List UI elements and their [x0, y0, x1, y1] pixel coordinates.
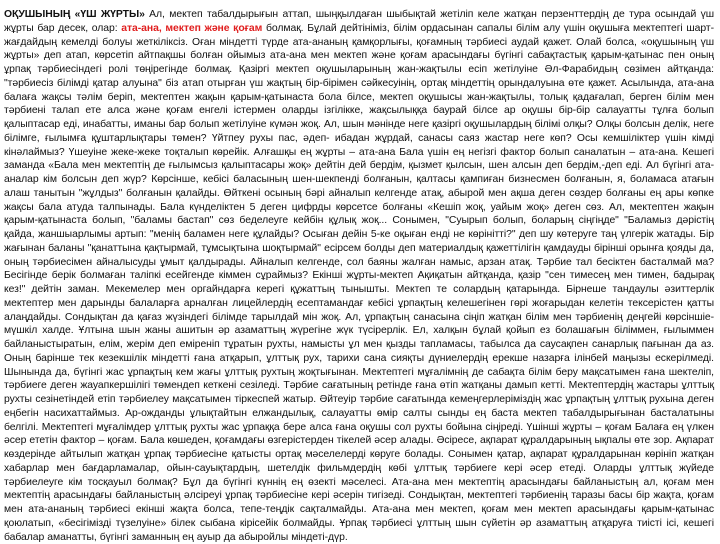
- document-body: болмақ. Бұлай дейтініміз, білім ордасынан сапалы білім алу үшін оқушыға мектептегі шарт-жағдайдың кемелді болуы жеткіліксіз. Оған міндетті түрде ата-ананың қамқорлығы, қоғамның тәрбиесі аудай қажет. Олай болса, «оқушының үш жұрты» деп атап, көрсетіп айтпақшы болған ойымыз ата-ана мен мектеп және қоғам арасындағы бүгінгі сабақтастық қарым-қатынас пен оның ұрпақ тәрбиесіндегі ролі төңірегінде болмақ. Қазіргі мектеп оқушыларының жан-жақтылы есіп жетілуіне Әл-Фарабидың сөзімен айтқанда: "тәрбиесіз білімді қатар алуына" біз атап отырған үш жақтың бір-бірімен сәйкесуінің, ортақ міндеттің орындалуына өте қажет. Асылында, ата-ана балаға жақсы тәлім беріп, мектептен жақын қарым-қатынаста бола білсе, мектеп оқушысы жан-жақтылы, толық қадағалап, берген білім мен тәрбиені талап ете алса және қоғам енгелі істермен оларды ізгілікке, жақсылыққа баурай білсе ар оқушы бір-бір салауатты тұлға болып қалыптасар еді, инабатты, иманы бар болып жетілуіне күмән жоқ. Ал, шын мәнінде неге қазіргі оқушылардың білімі олқы? Олқы болсын делік, неге білімге, ғылымға құштарлықтары төмен? Үйтпеу рухы пас, әдеп- ибадан жұрдай, санасы саяз жастар неге көп? Осы кемшіліктер үшін кімді кінәлаймыз? Үшеуіне жеке-жеке тоқталып көрейік. Алғашқы ең жұрты – ата-ана Бала үшін ең негізгі фактор болып саналатын – ата-ана. Кешегі заманда «Бала мен мектептің де ғылымсыз қалыптасары жоқ» дейтін дей бердім, қызмет қылсын, шен алсын деп бердім,-деп еді. Ал бүгінгі ата-аналар кім болсын деп жүр? Көрсінше, кебісі баласының шен-шекпенді болғанын, қалтасы қампиған бизнесмен болғанын, я, боламаса атағын алаш танытын "жұлдыз" болғанын қалайды. Өйткені осының бәрі айналып келгенде атақ, абырой мен ақша деген сөздер болғаны ең ары көпке жақсы бала атуда талпынады. Бала күнделіктен 5 деген цифрды көрсетсе болғаны «Кешіп жоқ, уайым жоқ» деген сөз. Ал, мектептен жақын қарым-қатынаста болып, "баламы бастап" сөз беделеуге кейбін құлық жоқ... Сонымен, "Суырып болып, боларың сіңгіңде" "Баламыз дәрістің қайда, жаншыарлымы артып: "менің баламен неге құлайды? Осыған дейін 5-ке оқыған енді не көрінітті?" деп шу көтеруге таң үлгерік жатады. Бір жағынан баланы "қанаттына қақтырмай, тұмсықтына шоқтырмай" есірсем болды деп материалдық қажеттілігін қамдауды бірінші орынға қояды да, оның тәрбиесімен айналысуды ұмыт қалдырады. Айналып келгенде, сол баяны жалған намыс, арзан атақ. Тәрбие тал бесіктен басталмай ма? Бесігінде берік болмаған таліпкі есейгенде кіммен сұраймыз? Екінші жұрты-мектеп Ақиқатын айтқанда, қазір "сен тимесең мен тимен, бадырақ кез!" дейтін заман. Мекемелер мен оргайндарға керегі құжаттың тынышты. Мектеп те солардың қатарында. Бірнеше тандаулы әзиттерлік мектептер мен дарынды балаларға арналған лицейлердің есептамандағ кебісі ұрпақтың келешегінен гөрі жоғарыдан келетін тексерістен қатты алаңдайды. Сондықтан да қағаз жүзіндегі білімде тарылдай мін жоқ. Ал, ұрпақтың санасына сіңіп жатқан білім мен тәрбиенің деңгейі көрсіншіе- мүшкіл халде. Ұлтына шын жаны ашитын әр азаматтың жүрегіне жүк түсірерлік. Ел, халқын бұлай қойып ез болашағын біліммен, ғылыммен байланыстыратын, елім, жерім деп еміреніп тұратын рухты, намысты ұл мен қызды тапламасы, табылса да саусақпен санарлық пағынан да аз. Оның барінше тек кезекшілік міндетті ғана атқарып, ұлттық рух, тарихи сана сияқты дүниелердің ерекше назарға ілінбей маңызы ескерілмеді. Шынында да, бүгінгі жас ұрпақтың кем жағы ұлттық рухтың жоқтығынан. Мектептегі мұғалімнің де сабақта білім беру мақсатымен ғана шектеліп, тәрбиеге деген жауапкершілігі төмендеп кеткені сезіледі. Тәрбие сағатының ретінде ғана өтіп жатқаны дамып кетті. Мектептердің жастары ұлттық рухты сезінетіндей етіп тәрбиелеу мақсатымен тіркеспей жатыр. Әйтеуір тәрбие сағатында кемеңгерлеріміздің жас ұрпақтың ұлттық рухына деген еңбегін насихаттаймыз. Ар-ожданды ұлықтайтын елжандылық, салауатты өмір салты сынды ең баста мектеп табалдырығынан басталатыны белгілі. Мектептегі мұғалімдер ұлттық рухты жас ұрпаққа бере алса ғана оқушы сол рухты бойына сіңіреді. Үшінші жұрты – қоғам Балаға ең үлкен әсер ететін фактор – қоғам. Бала көшеден, қоғамдағы өзгерістерден тікелей әсер алады. Әсіресе, ақпарат құралдарының ықпалы өте зор. Ақпарат көздерінде айтылып жатқан ұрпақ тәрбиесіне қатысты ортақ мәселелерді көруге болады. Сонымен қатар, ақпарат құралдарынан көрініп жатқан хабарлар мен бағдарламалар, ойын-сауықтардың, шетелдік фильмдердің көбі ұлттық тәрбиеге кері әсер етеді. Оларды ұлттық жүйеде тәрбиелеуге кім тосқауыл болмақ? Бұл да бүгінгі күннің ең өзекті мәселесі. Ата-ана мен мектептің арасындағы байланыстың ал, қоғам мен мектептің арасындағы байланыстың әлсіреуі ұрпақ тәрбиесіне кері әсерін тигізеді. Сондықтан, мектептегі тәрбиенің таразы басы бір жақта, қоғам мен ата-ананың тәрбиесі екінші жақта болса, тепе-теңдік сақталмайды. Ата-ана мен мектеп, қоғам мен мектеп арасындағы қарым-қатынас қоюлатып, «бесігімізді түзелуіне» білек сыбана кірісейік болмайды. Ұрпақ тәрбиесі ұлттың шын сүйетін әр азаматтың атқаруға тиісті ісі, кешегі бабалар аманатты, бүгінгі заманның ең ауыр да абыройлы міндеті-дүр.: [4, 22, 714, 543]
- document-title: ОҚУШЫНЫҢ «ҮШ ЖҮРТЫ»: [4, 9, 145, 20]
- document-intro: Ал, мектеп табалдырығын аттап, шыңқылдаған шыбықтай жетіліп келе жатқан перзенттердің де тура осындай үш жұрты бар десек, олар:: [4, 9, 715, 34]
- document-page: [4, 8, 715, 543]
- highlighted-phrase: ата-ана, мектеп және қоғам: [121, 22, 263, 34]
- document-text: [4, 8, 714, 544]
